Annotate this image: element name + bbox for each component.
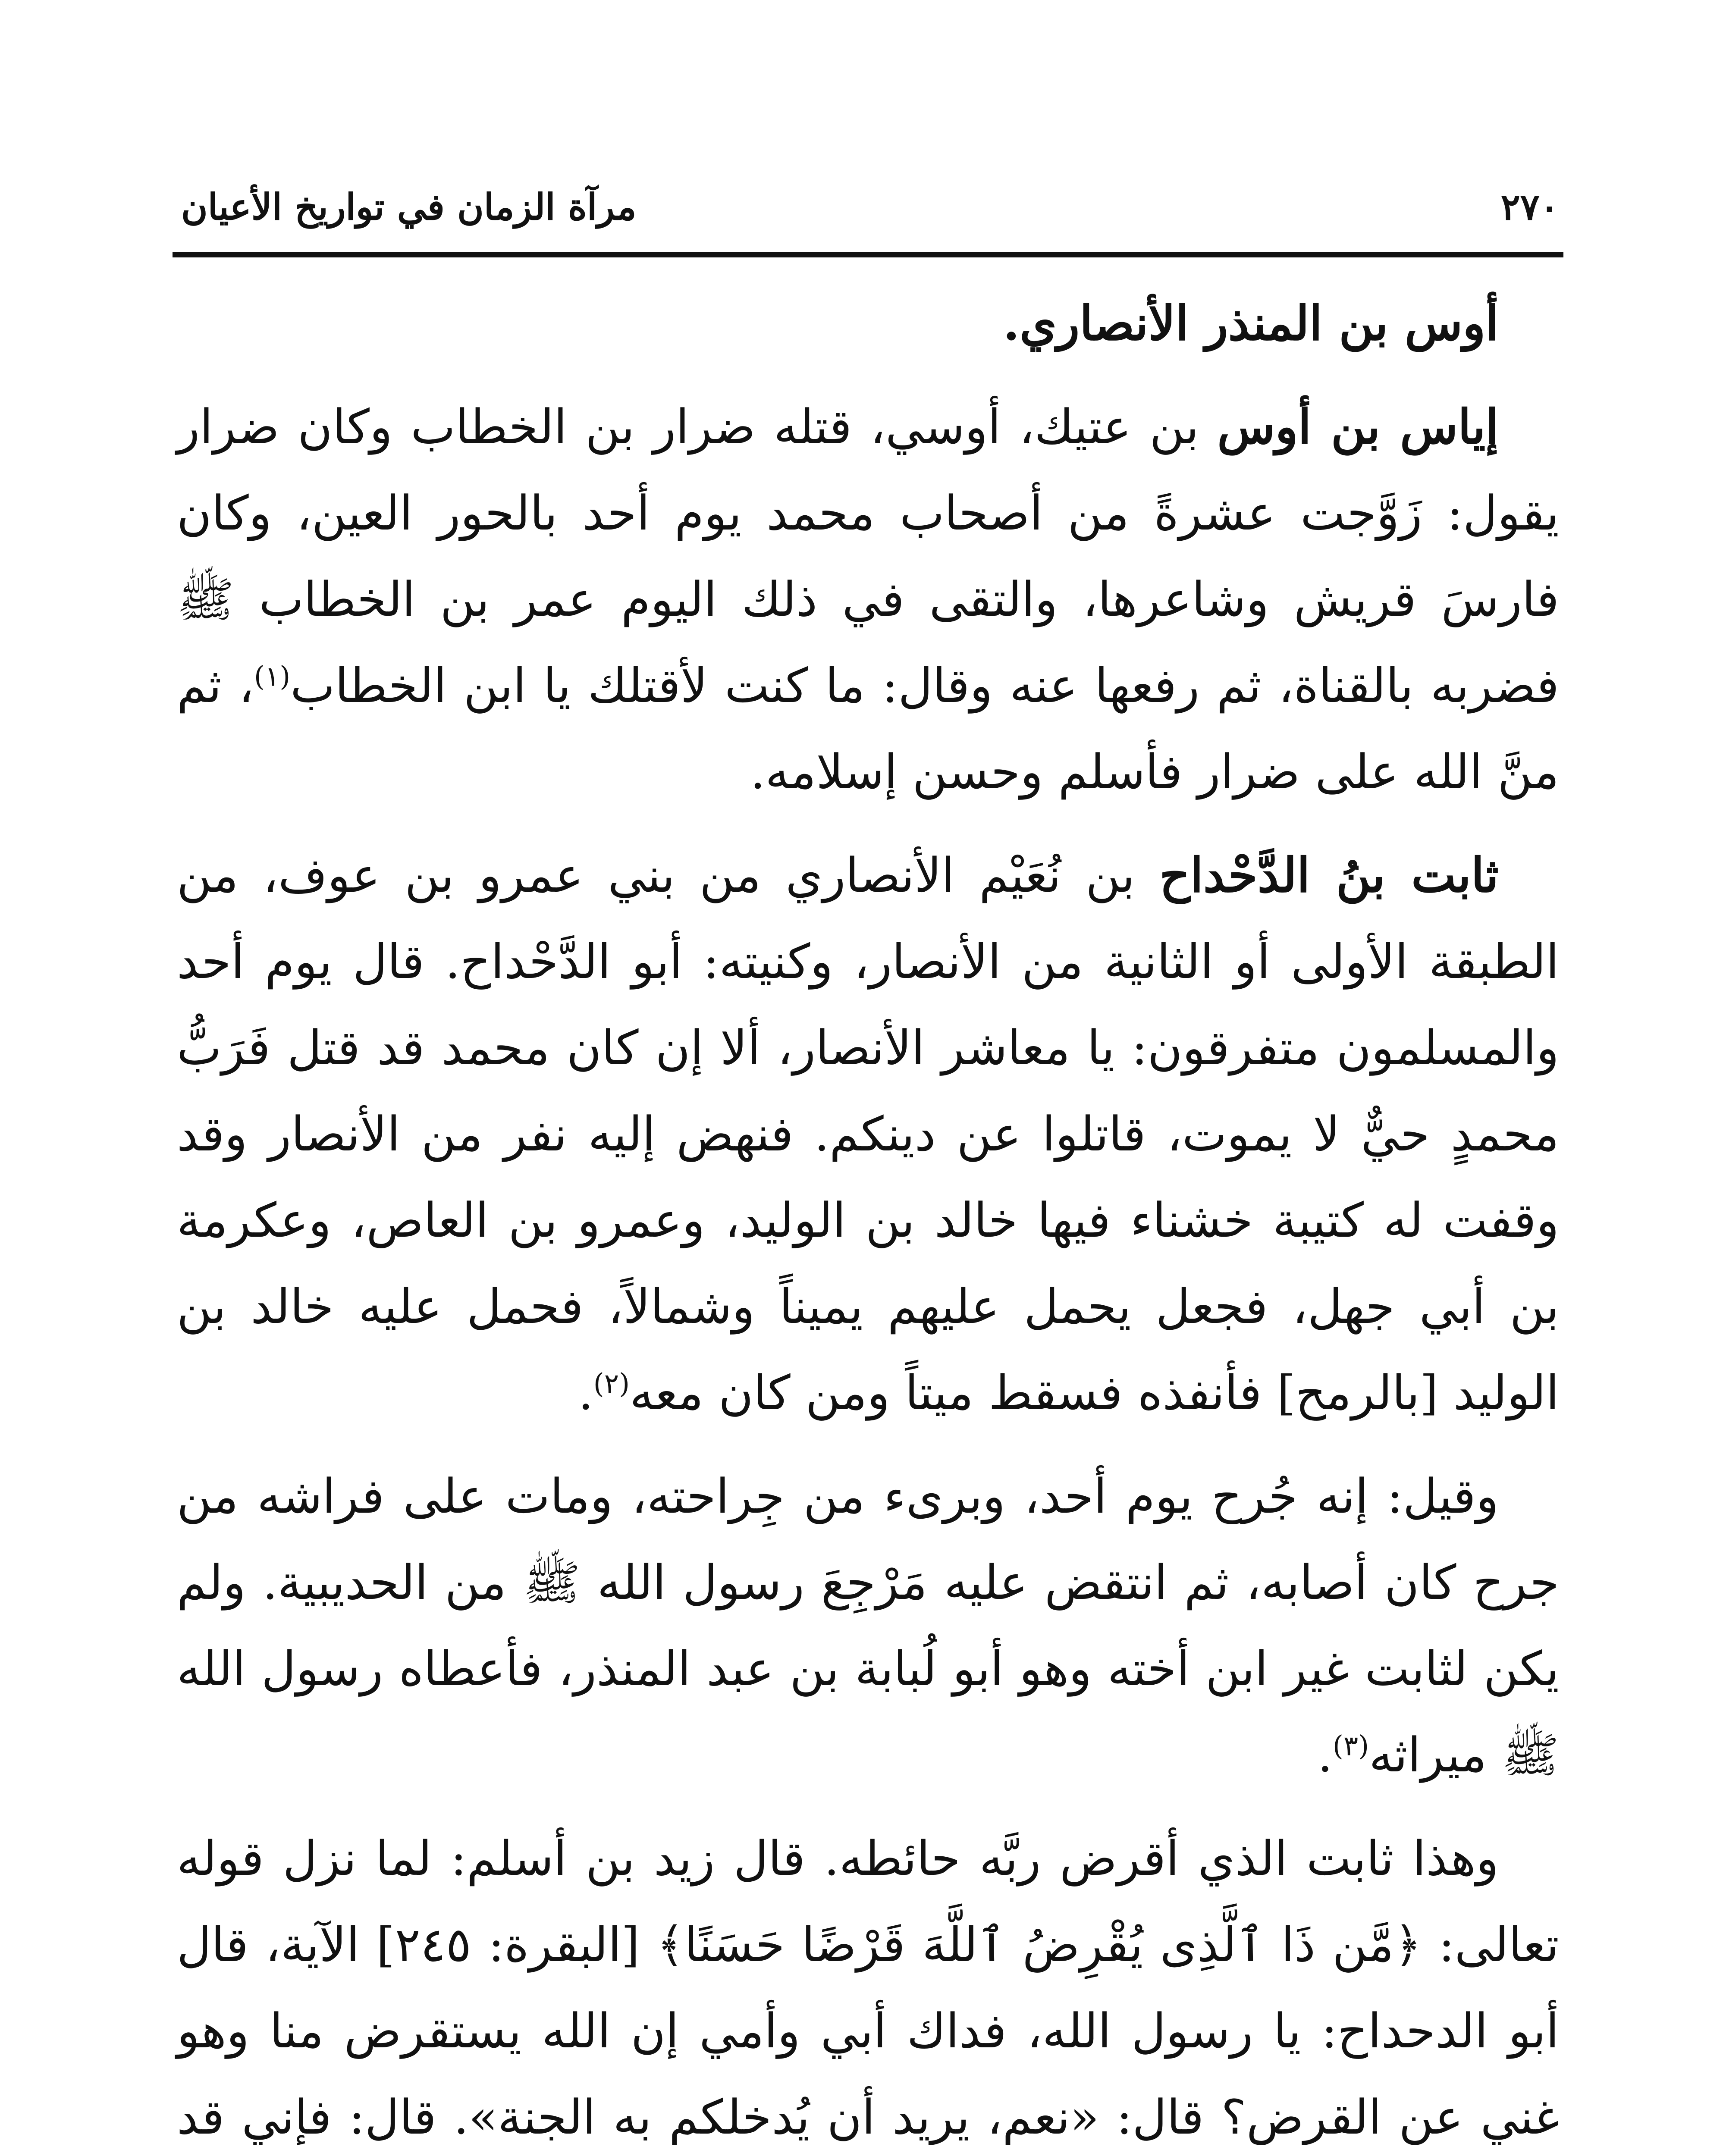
paragraph-text: . [1317, 1727, 1333, 1783]
entry-name: إياس بن أوس [1217, 399, 1499, 454]
paragraph [177, 280, 1559, 367]
footnote-reference: (٢) [593, 1368, 630, 1400]
paragraph-text: وهذا ثابت الذي أقرض ربَّه حائطه. قال زيد بن أسلم: لما نزل قوله تعالى: ﴿مَّن ذَا ٱلَّذِى يُقْرِضُ ٱللَّهَ قَرْضًا حَسَنًا﴾ [البقرة: ٢٤٥] الآية، قال أبو الدحداح: يا رسول الله، فداك أبي وأمي إن الله يستقرض منا وهو غني عن القرض؟ قال: «نعم، يريد أن يُدخلكم به الجنة». قال: فإني قد [177, 1831, 1559, 2145]
entry-name: أوس بن المنذر الأنصاري. [1003, 295, 1499, 351]
page-number: ٢٧٠ [1500, 185, 1559, 228]
book-title: مرآة الزمان في تواريخ الأعيان [181, 185, 637, 228]
paragraph-text: بن عتيك، أوسي، قتله ضرار بن الخطاب وكان ضرار يقول: زَوَّجت عشرةً من أصحاب محمد يوم أحد بالحور العين، وكان فارسَ قريش وشاعرها، والتقى في ذلك اليوم عمر بن الخطاب ﷺ فضربه بالقناة، ثم رفعها عنه وقال: ما كنت لأقتلك يا ابن الخطاب [177, 399, 1560, 713]
header-divider [173, 252, 1563, 257]
paragraph-text: ، ثم منَّ الله على ضرار فأسلم وحسن إسلامه. [177, 658, 1559, 799]
paragraph [177, 832, 1559, 1436]
paragraph-text: بن نُعَيْم الأنصاري من بني عمرو بن عوف، من الطبقة الأولى أو الثانية من الأنصار، وكنيته: أبو الدَّحْداح. قال يوم أحد والمسلمون متفرقون: يا معاشر الأنصار، ألا إن كان محمد قد قتل فَرَبُّ محمدٍ حيٌّ لا يموت، قاتلوا عن دينكم. فنهض إليه نفر من الأنصار وقد وقفت له كتيبة خشناء فيها خالد بن الوليد، وعمرو بن العاص، وعكرمة بن أبي جهل، فجعل يحمل عليهم يميناً وشمالاً، فحمل عليه خالد بن الوليد [بالرمح] فأنفذه فسقط ميتاً ومن كان معه [177, 848, 1559, 1420]
running-header [181, 172, 1559, 237]
paragraph [177, 384, 1559, 815]
paragraph-text: وقيل: إنه جُرح يوم أحد، وبرىء من جِراحته، ومات على فراشه من جرح كان أصابه، ثم انتقض عليه مَرْجِعَ رسول الله ﷺ من الحديبية. ولم يكن لثابت غير ابن أخته وهو أبو لُبابة بن عبد المنذر، فأعطاه رسول الله ﷺ ميراثه [177, 1469, 1559, 1783]
paragraph-text: . [578, 1365, 593, 1420]
main-text [177, 280, 1559, 2156]
footnote-reference: (١) [254, 661, 291, 693]
paragraph [177, 1453, 1559, 1798]
entry-name: ثابت بنُ الدَّحْداح [1159, 847, 1499, 903]
footnote-reference: (٣) [1332, 1730, 1369, 1762]
paragraph [177, 1815, 1559, 2156]
